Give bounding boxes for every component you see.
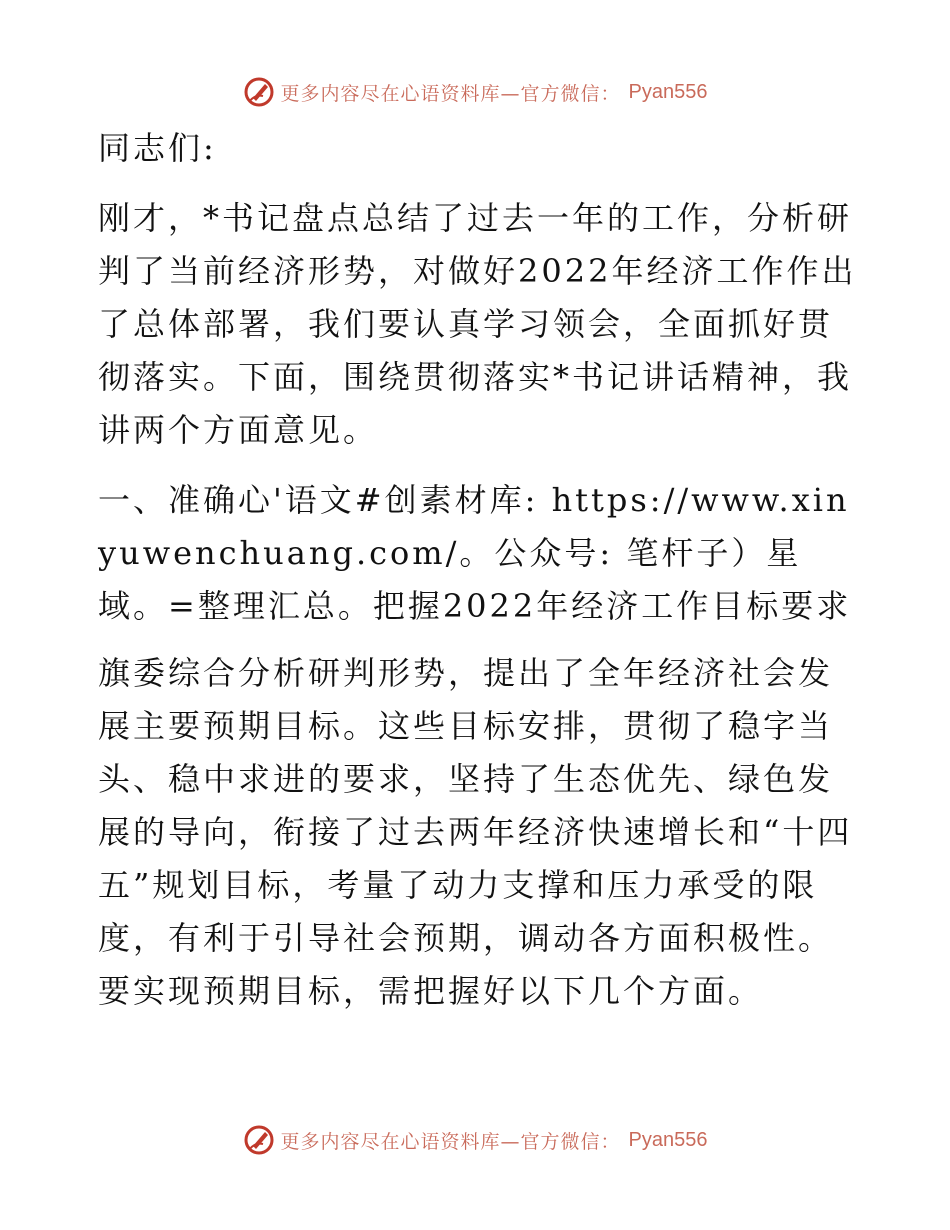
paragraph-targets: 旗委综合分析研判形势，提出了全年经济社会发展主要预期目标。这些目标安排，贯彻了稳字当头、稳中求进的要求，坚持了生态优先、绿色发展的导向，衔接了过去两年经济快速增长和“十四五”规划目标，考量了动力支撑和压力承受的限度，有利于引导社会预期，调动各方面积极性。要实现预期目标，需把握好以下几个方面。: [98, 654, 853, 1010]
pen-logo-icon: [243, 76, 275, 108]
watermark-text: 更多内容尽在心语资料库—官方微信：: [280, 82, 621, 105]
watermark-wechat-id: Pyan556: [628, 80, 708, 103]
watermark-text: 更多内容尽在心语资料库—官方微信：: [280, 1130, 621, 1153]
watermark-wechat-id: Pyan556: [628, 1128, 708, 1151]
paragraph-heading-one: 一、准确心'语文#创素材库: https://www.xinyuwenchuang.com/。公众号: 笔杆子）星域。=整理汇总。把握2022年经济工作目标要求: [98, 481, 852, 625]
footer-watermark: [0, 1120, 950, 1160]
pen-logo-icon: [243, 1124, 275, 1156]
document-body: [98, 122, 858, 1018]
greeting: 同志们:: [98, 129, 217, 167]
header-watermark: [0, 72, 950, 112]
paragraph-intro: 刚才，*书记盘点总结了过去一年的工作，分析研判了当前经济形势，对做好2022年经济工作作出了总体部署，我们要认真学习领会，全面抓好贯彻落实。下面，围绕贯彻落实*书记讲话精神，我讲两个方面意见。: [98, 199, 857, 449]
